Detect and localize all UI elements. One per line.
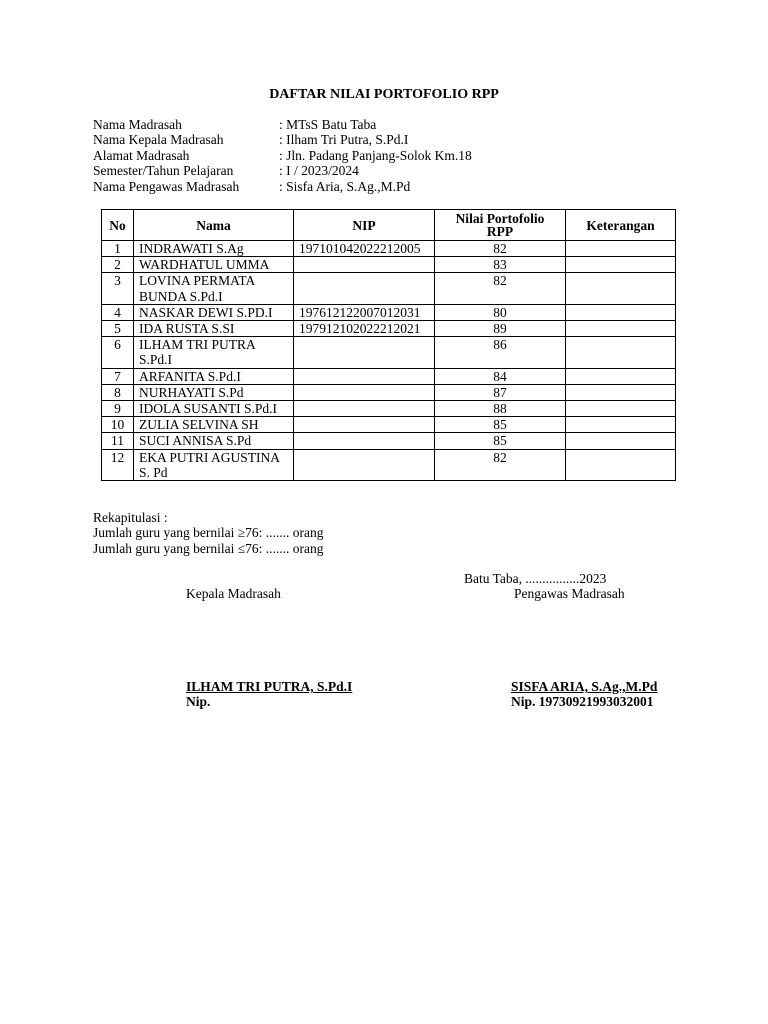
cell-no: 6 [102, 337, 134, 368]
table-row [102, 433, 676, 449]
cell-nip [294, 384, 435, 400]
cell-nip [294, 433, 435, 449]
info-value: : Sisfa Aria, S.Ag.,M.Pd [279, 178, 411, 194]
cell-nilai: 82 [435, 273, 566, 304]
cell-nilai: 82 [435, 449, 566, 480]
table-row [102, 304, 676, 320]
cell-nilai: 87 [435, 384, 566, 400]
place-date: Batu Taba, ................2023 [464, 571, 607, 586]
info-label: Semester/Tahun Pelajaran [93, 163, 234, 179]
cell-nip [294, 337, 435, 368]
table-row [102, 449, 676, 480]
info-row-address [93, 148, 472, 163]
cell-nilai: 80 [435, 304, 566, 320]
cell-nilai: 85 [435, 417, 566, 433]
table-row [102, 384, 676, 400]
header-nilai-line1: Nilai Portofolio [455, 211, 545, 226]
supervisor-nip: Nip. 19730921993032001 [511, 694, 654, 709]
cell-nip [294, 401, 435, 417]
header-no: No [102, 210, 134, 241]
cell-no: 1 [102, 241, 134, 257]
cell-no: 10 [102, 417, 134, 433]
info-label: Nama Madrasah [93, 117, 182, 132]
cell-nama: EKA PUTRI AGUSTINA S. Pd [134, 449, 294, 480]
table-row [102, 417, 676, 433]
cell-nama: IDOLA SUSANTI S.Pd.I [134, 401, 294, 417]
cell-nip [294, 417, 435, 433]
table-header-row [102, 210, 676, 241]
cell-nilai: 85 [435, 433, 566, 449]
cell-nip: 197612122007012031 [294, 304, 435, 320]
table-row [102, 337, 676, 368]
cell-nilai: 82 [435, 241, 566, 257]
cell-nilai: 83 [435, 257, 566, 273]
info-label: Nama Pengawas Madrasah [93, 178, 240, 194]
cell-nilai: 86 [435, 337, 566, 368]
cell-no: 4 [102, 304, 134, 320]
recap-line-below: Jumlah guru yang bernilai ≤76: ....... orang [93, 540, 324, 556]
cell-nip [294, 257, 435, 273]
info-label: Alamat Madrasah [93, 147, 190, 163]
supervisor-name: SISFA ARIA, S.Ag.,M.Pd [511, 679, 658, 694]
cell-keterangan [566, 401, 676, 417]
table-row [102, 273, 676, 304]
table-row [102, 321, 676, 337]
cell-keterangan [566, 417, 676, 433]
headmaster-name: ILHAM TRI PUTRA, S.Pd.I [186, 679, 353, 694]
header-nip: NIP [294, 210, 435, 241]
cell-no: 12 [102, 449, 134, 480]
cell-no: 3 [102, 273, 134, 304]
cell-nilai: 88 [435, 401, 566, 417]
header-keterangan: Keterangan [566, 210, 676, 241]
table-row [102, 401, 676, 417]
cell-nama: SUCI ANNISA S.Pd [134, 433, 294, 449]
cell-nama: WARDHATUL UMMA [134, 257, 294, 273]
table-row [102, 368, 676, 384]
cell-keterangan [566, 273, 676, 304]
cell-no: 11 [102, 433, 134, 449]
cell-keterangan [566, 449, 676, 480]
headmaster-nip: Nip. [186, 694, 211, 709]
cell-nama: ARFANITA S.Pd.I [134, 368, 294, 384]
info-row-supervisor [93, 179, 472, 194]
cell-nip [294, 273, 435, 304]
cell-keterangan [566, 337, 676, 368]
cell-no: 2 [102, 257, 134, 273]
cell-nama: NASKAR DEWI S.PD.I [134, 304, 294, 320]
header-nilai-line2: RPP [486, 224, 514, 239]
grades-table [101, 209, 676, 481]
info-value: : Jln. Padang Panjang-Solok Km.18 [279, 147, 472, 163]
cell-nip [294, 368, 435, 384]
header-nilai [435, 210, 566, 241]
info-row-headmaster [93, 132, 472, 147]
cell-nama: ZULIA SELVINA SH [134, 417, 294, 433]
cell-nilai: 89 [435, 321, 566, 337]
cell-nip: 197101042022212005 [294, 241, 435, 257]
cell-keterangan [566, 384, 676, 400]
header-nama: Nama [134, 210, 294, 241]
document-title: DAFTAR NILAI PORTOFOLIO RPP [269, 87, 499, 102]
table-row [102, 257, 676, 273]
cell-nama: NURHAYATI S.Pd [134, 384, 294, 400]
cell-nip [294, 449, 435, 480]
cell-no: 8 [102, 384, 134, 400]
cell-no: 9 [102, 401, 134, 417]
recap-heading: Rekapitulasi : [93, 510, 168, 525]
info-label: Nama Kepala Madrasah [93, 132, 224, 148]
cell-keterangan [566, 304, 676, 320]
cell-no: 5 [102, 321, 134, 337]
cell-keterangan [566, 241, 676, 257]
recap-line-above: Jumlah guru yang bernilai ≥76: ....... orang [93, 525, 324, 541]
table-row [102, 241, 676, 257]
supervisor-title: Pengawas Madrasah [514, 586, 625, 601]
cell-nama: ILHAM TRI PUTRA S.Pd.I [134, 337, 294, 368]
info-row-semester [93, 163, 472, 178]
cell-keterangan [566, 433, 676, 449]
cell-nip: 197912102022212021 [294, 321, 435, 337]
recap-block [93, 510, 324, 556]
school-info-block [93, 117, 472, 194]
info-row-school-name [93, 117, 472, 132]
cell-nilai: 84 [435, 368, 566, 384]
cell-keterangan [566, 257, 676, 273]
cell-nama: INDRAWATI S.Ag [134, 241, 294, 257]
info-value: : Ilham Tri Putra, S.Pd.I [279, 132, 409, 148]
headmaster-title: Kepala Madrasah [186, 586, 281, 601]
info-value: : MTsS Batu Taba [279, 117, 377, 132]
grades-table-body [102, 241, 676, 481]
cell-keterangan [566, 321, 676, 337]
cell-no: 7 [102, 368, 134, 384]
cell-nama: IDA RUSTA S.SI [134, 321, 294, 337]
cell-keterangan [566, 368, 676, 384]
info-value: : I / 2023/2024 [279, 163, 359, 179]
cell-nama: LOVINA PERMATA BUNDA S.Pd.I [134, 273, 294, 304]
